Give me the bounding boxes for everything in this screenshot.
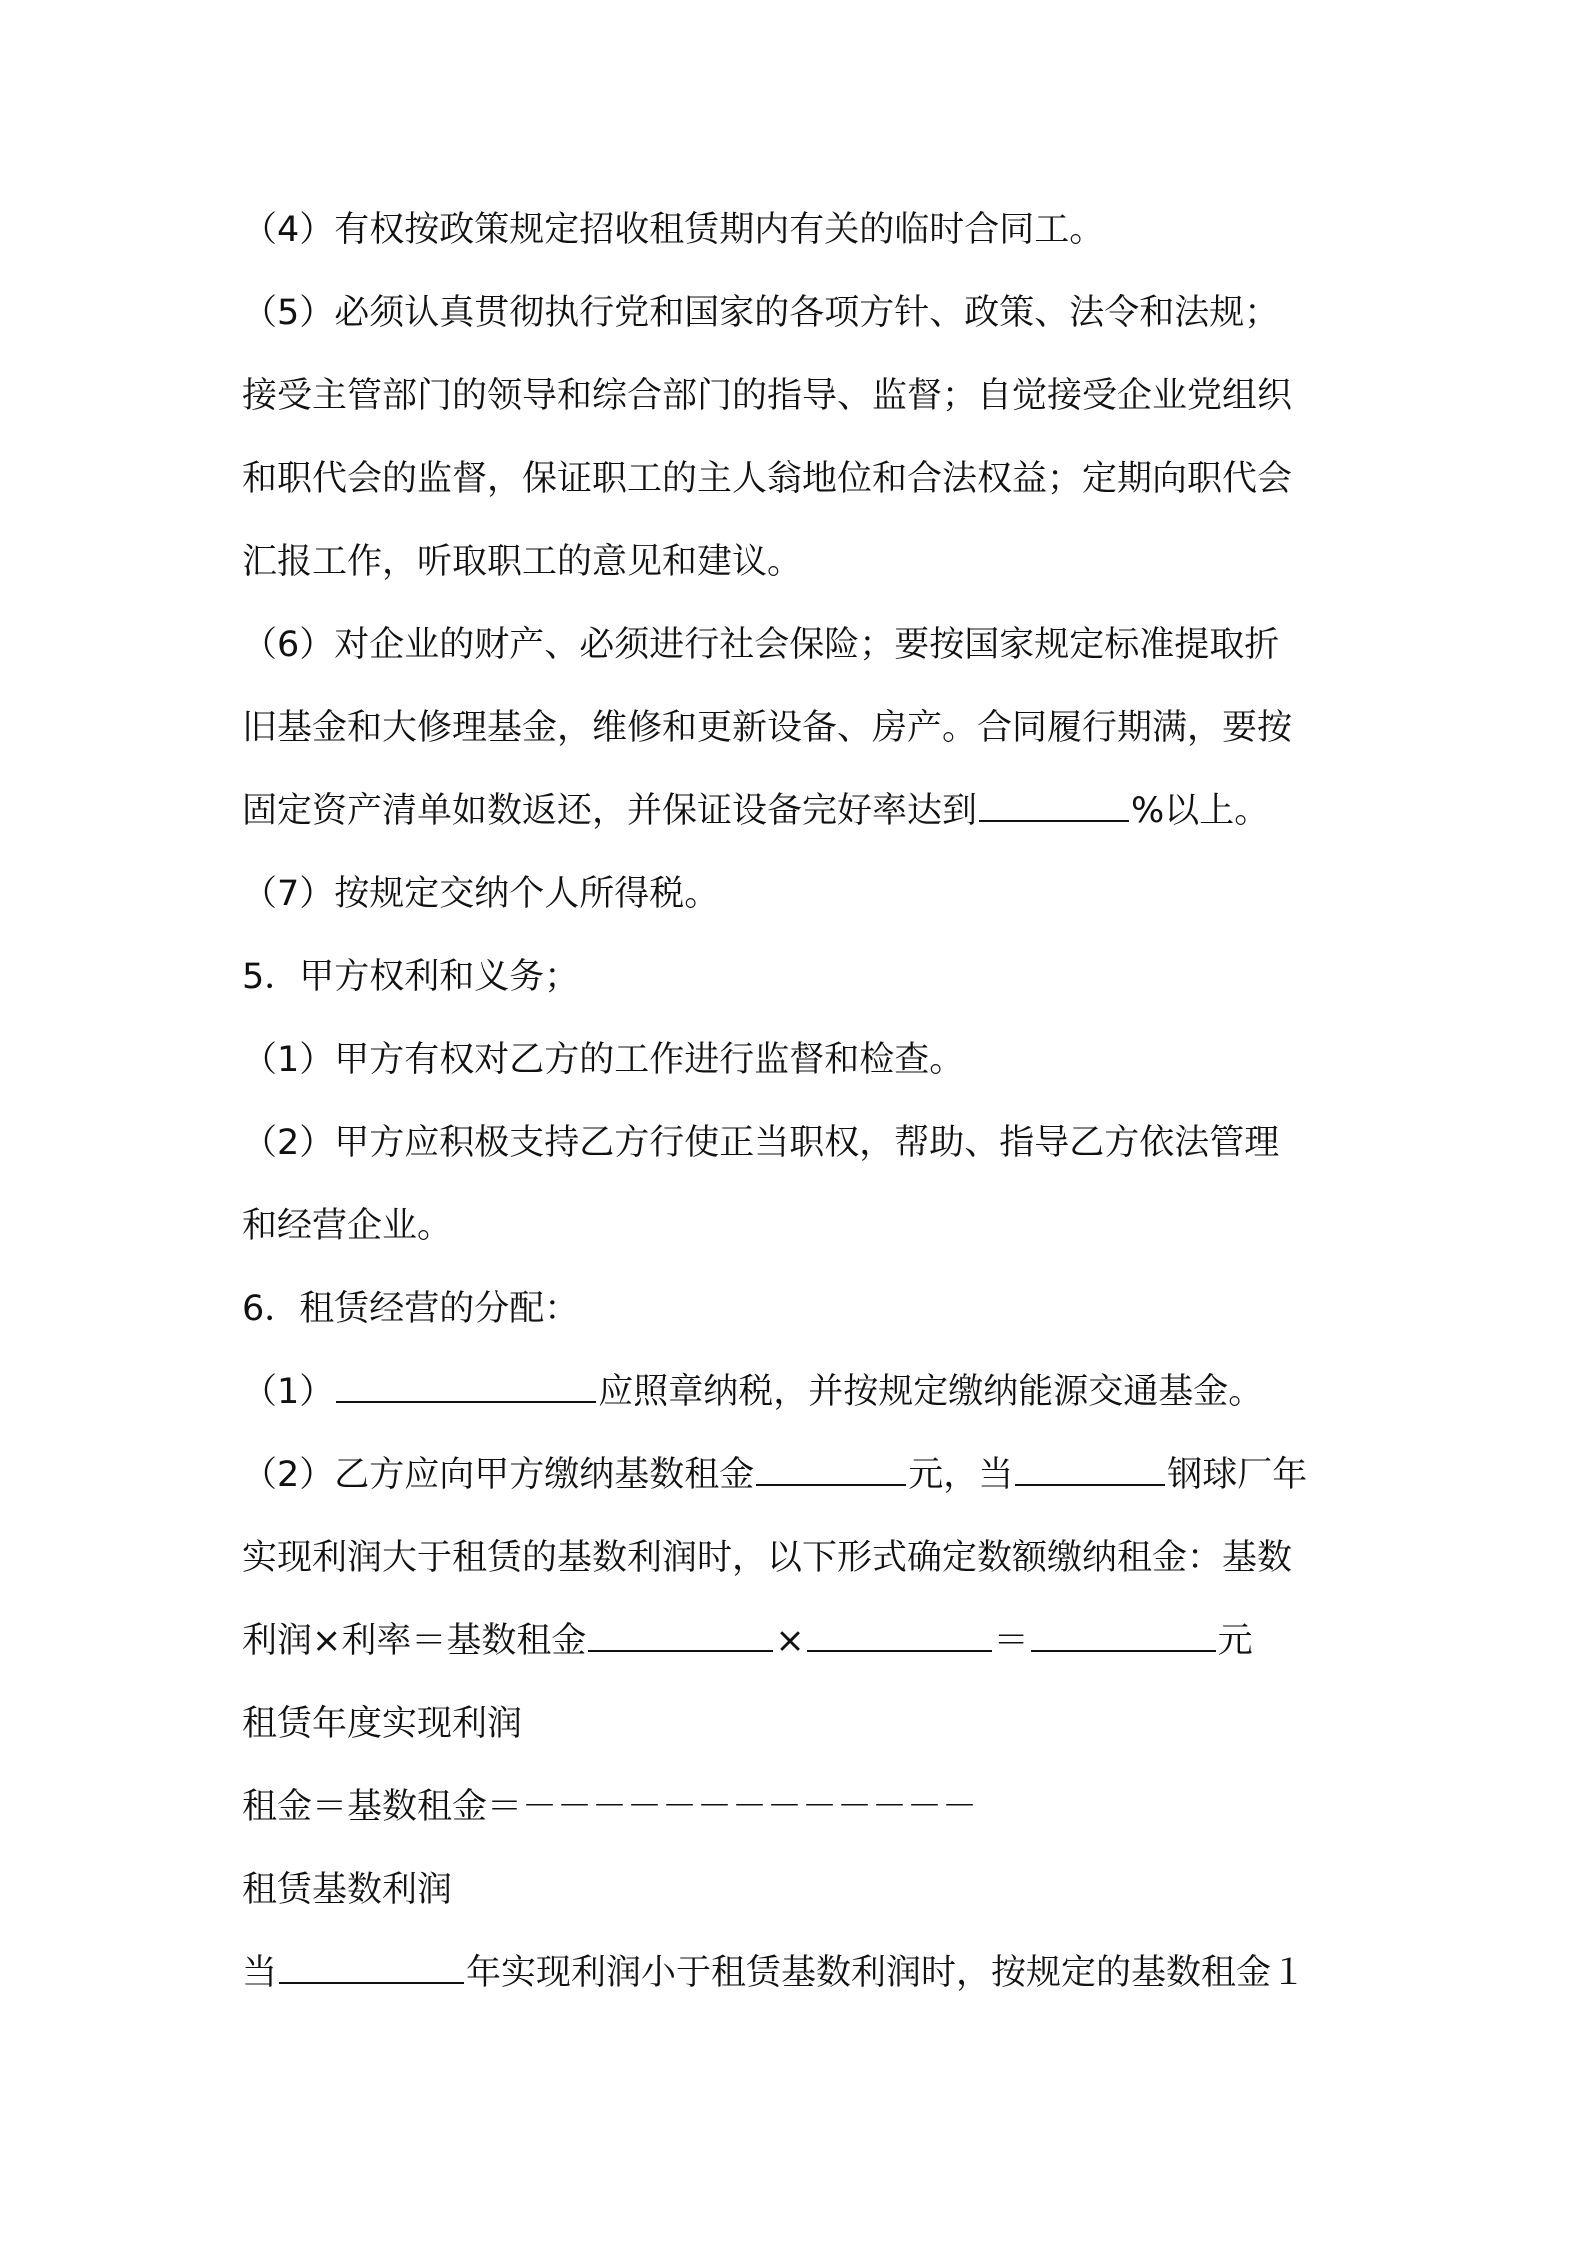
text-line: 和职代会的监督，保证职工的主人翁地位和合法权益；定期向职代会 bbox=[242, 459, 1293, 499]
text-line: 接受主管部门的领导和综合部门的指导、监督；自觉接受企业党组织 bbox=[242, 376, 1293, 416]
text-segment: 当 bbox=[242, 1953, 278, 1993]
text-segment: （2）乙方应向甲方缴纳基数租金 bbox=[242, 1455, 755, 1495]
text-line bbox=[242, 1943, 1306, 2003]
text-segment: 利润×利率＝基数租金 bbox=[242, 1621, 587, 1661]
text-segment: 固定资产清单如数返还，并保证设备完好率达到 bbox=[242, 791, 978, 831]
text-segment: %以上。 bbox=[1131, 791, 1270, 831]
text-line: 租赁基数利润 bbox=[242, 1870, 453, 1910]
fill-in-blank bbox=[979, 786, 1129, 822]
fill-in-blank bbox=[336, 1367, 596, 1403]
fill-in-blank bbox=[1031, 1616, 1216, 1652]
text-line: （1）甲方有权对乙方的工作进行监督和检查。 bbox=[242, 1040, 965, 1080]
text-line: （7）按规定交纳个人所得税。 bbox=[242, 874, 720, 914]
text-line: （4）有权按政策规定招收租赁期内有关的临时合同工。 bbox=[242, 210, 1105, 250]
text-line bbox=[242, 781, 1269, 841]
text-line: 旧基金和大修理基金，维修和更新设备、房产。合同履行期满，要按 bbox=[242, 708, 1293, 748]
text-segment: ＝ bbox=[993, 1621, 1029, 1661]
fill-in-blank bbox=[1015, 1450, 1165, 1486]
fill-in-blank bbox=[279, 1948, 464, 1984]
text-line bbox=[242, 1611, 1253, 1671]
text-line: 汇报工作，听取职工的意见和建议。 bbox=[242, 542, 803, 582]
text-segment: 年实现利润小于租赁基数利润时，按规定的基数租金１ bbox=[466, 1953, 1307, 1993]
text-segment: 元，当 bbox=[908, 1455, 1014, 1495]
text-segment: × bbox=[775, 1621, 805, 1661]
text-line: （2）甲方应积极支持乙方行使正当职权，帮助、指导乙方依法管理 bbox=[242, 1123, 1280, 1163]
section-heading: 6．租赁经营的分配： bbox=[242, 1289, 580, 1329]
fill-in-blank bbox=[807, 1616, 992, 1652]
text-line: （6）对企业的财产、必须进行社会保险；要按国家规定标准提取折 bbox=[242, 625, 1280, 665]
text-line bbox=[242, 1445, 1307, 1505]
text-segment: 应照章纳税，并按规定缴纳能源交通基金。 bbox=[598, 1372, 1264, 1412]
text-line bbox=[242, 1362, 1263, 1422]
text-line: 和经营企业。 bbox=[242, 1206, 453, 1246]
text-line: 租金＝基数租金＝－－－－－－－－－－－－－ bbox=[242, 1787, 978, 1827]
text-segment: 钢球厂年 bbox=[1167, 1455, 1308, 1495]
section-heading: 5．甲方权利和义务； bbox=[242, 957, 580, 997]
text-line: 实现利润大于租赁的基数利润时，以下形式确定数额缴纳租金：基数 bbox=[242, 1538, 1293, 1578]
text-line: （5）必须认真贯彻执行党和国家的各项方针、政策、法令和法规； bbox=[242, 293, 1280, 333]
fill-in-blank bbox=[588, 1616, 773, 1652]
text-segment: （1） bbox=[242, 1372, 335, 1412]
text-line: 租赁年度实现利润 bbox=[242, 1704, 523, 1744]
fill-in-blank bbox=[756, 1450, 906, 1486]
text-segment: 元 bbox=[1217, 1621, 1253, 1661]
